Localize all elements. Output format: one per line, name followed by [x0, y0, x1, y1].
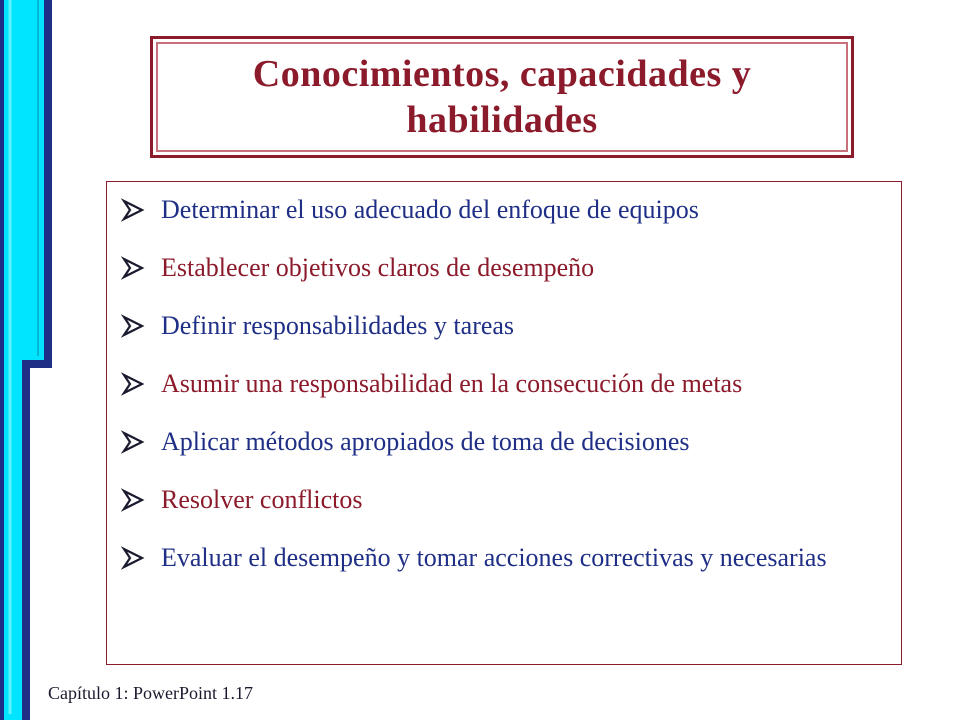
arrow-bullet-icon	[121, 488, 145, 512]
bullet-item	[121, 368, 891, 399]
bullet-text: Definir responsabilidades y tareas	[161, 311, 515, 340]
bullet-text: Resolver conflictos	[161, 485, 363, 514]
bullet-item	[121, 252, 891, 283]
arrow-bullet-icon	[121, 546, 145, 570]
arrow-bullet-icon	[121, 256, 145, 280]
bullet-text: Evaluar el desempeño y tomar acciones correctivas y necesarias	[161, 543, 827, 572]
bullet-item	[121, 542, 891, 573]
arrow-bullet-icon	[121, 198, 145, 222]
bullet-item	[121, 484, 891, 515]
title-frame	[150, 36, 854, 158]
bullet-list	[121, 194, 891, 600]
slide-title: Conocimientos, capacidades y habilidades	[252, 53, 752, 141]
bullet-text: Establecer objetivos claros de desempeño	[161, 253, 595, 282]
slide-footer: Capítulo 1: PowerPoint 1.17	[48, 683, 254, 703]
arrow-bullet-icon	[121, 372, 145, 396]
bullet-text: Aplicar métodos apropiados de toma de decisiones	[161, 427, 690, 456]
bullet-item	[121, 310, 891, 341]
arrow-bullet-icon	[121, 430, 145, 454]
bullet-list-frame	[106, 181, 902, 665]
bullet-text: Asumir una responsabilidad en la consecución de metas	[161, 369, 743, 398]
decorative-side-bar	[0, 0, 70, 720]
bullet-item	[121, 426, 891, 457]
bullet-text: Determinar el uso adecuado del enfoque de equipos	[161, 195, 699, 224]
arrow-bullet-icon	[121, 314, 145, 338]
bullet-item	[121, 194, 891, 225]
